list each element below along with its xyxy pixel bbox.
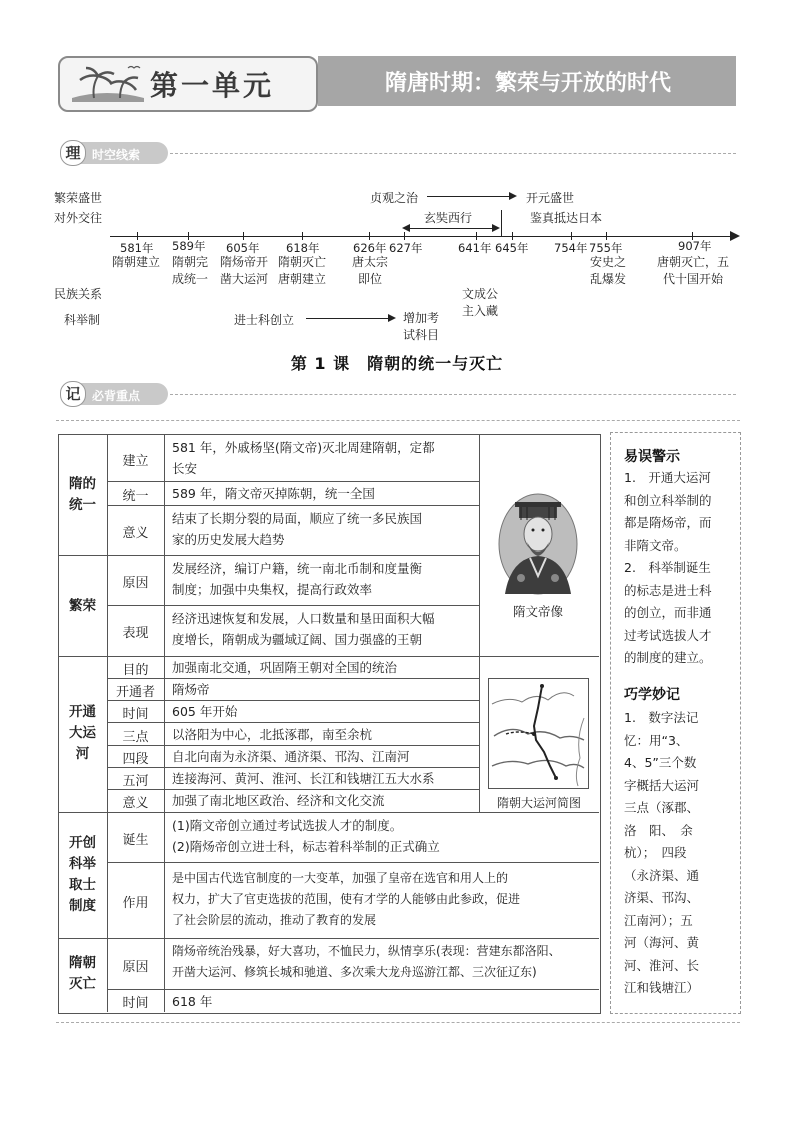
cell-zuoyong: 是中国古代选官制度的一大变革，加强了皇帝在选官和用人上的 权力，扩大了官吏选拔的范围，使有才学的人能够由此参政，促进 了社会阶层的流动，推动了教育的发展 (172, 871, 521, 927)
axis-arrowhead-icon (730, 231, 741, 242)
timeline-tag-label: 时空线索 (92, 148, 141, 162)
table-line (58, 938, 599, 939)
cell-sandian: 以洛阳为中心，北抵涿郡，南至余杭 (172, 727, 373, 742)
row-label-exam: 科举制 (64, 313, 101, 327)
event-618: 隋朝灭亡 唐朝建立 (277, 255, 326, 286)
table-line (107, 989, 599, 990)
timeline-axis (110, 236, 732, 237)
memo-title: 巧学妙记 (624, 687, 680, 703)
table-line (479, 434, 480, 656)
cat-canal: 开通 大运 河 (69, 704, 96, 762)
row-label-prosperity: 繁荣盛世 (54, 191, 103, 205)
exam-end-label: 增加考 试科目 (402, 311, 439, 342)
year-589: 589年 (172, 239, 206, 253)
xuanzang-range (404, 228, 498, 229)
warn-title: 易误警示 (624, 449, 680, 465)
row-label-ethnic: 民族关系 (54, 287, 103, 301)
sub-wuhe: 五河 (122, 774, 149, 789)
year-581: 581年 (120, 241, 154, 255)
year-755: 755年 (589, 241, 623, 255)
row-label-foreign: 对外交往 (54, 211, 103, 225)
year-645: 645年 (495, 241, 529, 255)
zhenguan-label: 贞观之治 (370, 191, 419, 205)
cat-keju: 开创 科举 取士 制度 (69, 835, 96, 914)
cell-kaitong: 隋炀帝 (172, 682, 210, 697)
cell-tongyi: 589 年，隋文帝灭掉陈朝，统一全国 (172, 486, 375, 501)
cell-jianli: 581 年，外戚杨坚(隋文帝)灭北周建隋朝，定都 长安 (172, 440, 435, 476)
portrait-caption: 隋文帝像 (512, 604, 563, 619)
cell-wuhe: 连接海河、黄河、淮河、长江和钱塘江五大水系 (172, 771, 435, 786)
bracket-line (501, 210, 502, 236)
sub-zuoyong: 作用 (122, 896, 149, 911)
cell-siduan: 自北向南为永济渠、通济渠、邗沟、江南河 (172, 749, 410, 764)
timeline-badge: 理 (60, 140, 86, 166)
tick (369, 232, 370, 240)
tick (512, 232, 513, 240)
xuanzang-label: 玄奘西行 (424, 211, 473, 225)
exam-arrow (306, 318, 390, 319)
sub-siduan: 四段 (122, 752, 149, 767)
tick (476, 232, 477, 240)
table-line (107, 605, 479, 606)
divider (56, 1022, 740, 1023)
cat-fall: 隋朝 灭亡 (69, 955, 96, 992)
tick (606, 232, 607, 240)
cell-shijian-fall: 618 年 (172, 994, 213, 1009)
key-badge: 记 (60, 381, 86, 407)
canal-map (488, 678, 589, 789)
sub-biaoxian: 表现 (122, 626, 149, 641)
cell-yuanyin-fall: 隋炀帝统治残暴，好大喜功，不恤民力，纵情享乐(表现：营建东都洛阳、 开凿大运河、修筑长城和驰道、多次乘大龙舟巡游江都、三次征辽东) (172, 944, 561, 979)
table-line (107, 505, 479, 506)
event-581: 隋朝建立 (111, 255, 160, 269)
tick (137, 232, 138, 240)
table-line (58, 812, 599, 813)
year-641: 641年 (458, 241, 492, 255)
sub-sandian: 三点 (122, 730, 149, 745)
cell-yiyi: 结束了长期分裂的局面，顺应了统一多民族国 家的历史发展大趋势 (172, 511, 423, 547)
sub-mudi: 目的 (122, 663, 149, 678)
year-627: 627年 (389, 241, 423, 255)
year-626: 626年 (353, 241, 387, 255)
tick (243, 232, 244, 240)
table-line (58, 555, 479, 556)
jinshi-label: 进士科创立 (234, 313, 295, 327)
cell-mudi: 加强南北交通，巩固隋王朝对全国的统治 (172, 660, 398, 675)
year-605: 605年 (226, 241, 260, 255)
cell-yiyi-canal: 加强了南北地区政治、经济和文化交流 (172, 793, 385, 808)
cell-dansheng: (1)隋文帝创立通过考试选拔人才的制度。 (2)隋炀帝创立进士科，标志着科举制的正式确立 (172, 818, 440, 854)
sub-yuanyin-fall: 原因 (122, 960, 149, 975)
tick (404, 232, 405, 240)
tick (571, 232, 572, 240)
divider (170, 394, 736, 395)
sub-tongyi: 统一 (122, 489, 149, 504)
table-line (479, 656, 480, 812)
period-title: 隋唐时期：繁荣与开放的时代 (384, 71, 671, 96)
event-626: 唐太宗 即位 (351, 255, 388, 286)
sub-shijian-fall: 时间 (122, 996, 149, 1011)
table-line (107, 434, 108, 1012)
sub-yuanyin: 原因 (122, 576, 149, 591)
event-641: 文成公 主入藏 (461, 287, 498, 318)
cell-shijian: 605 年开始 (172, 704, 238, 719)
cat-prosper: 繁荣 (69, 598, 96, 614)
divider (56, 420, 740, 421)
key-tag-label: 必背重点 (92, 389, 141, 403)
sub-jianli: 建立 (122, 454, 149, 469)
table-line (107, 722, 479, 723)
table-line (164, 434, 165, 1012)
event-755: 安史之 乱爆发 (589, 255, 626, 286)
jianzhen-label: 鉴真抵达日本 (530, 211, 603, 225)
table-line (107, 862, 599, 863)
sub-yiyi: 意义 (122, 526, 149, 541)
event-605: 隋炀帝开 凿大运河 (219, 255, 268, 286)
table-line (107, 481, 479, 482)
cell-biaoxian: 经济迅速恢复和发展，人口数量和垦田面积大幅 度增长，隋朝成为疆域辽阔、国力强盛的王朝 (172, 611, 435, 647)
arrowhead-icon (509, 192, 518, 201)
sub-yiyi-canal: 意义 (122, 796, 149, 811)
lesson-title: 第 1 课 隋朝的统一与灭亡 (290, 354, 504, 373)
year-618: 618年 (286, 241, 320, 255)
arrowhead-right-icon (492, 224, 501, 233)
sub-shijian: 时间 (122, 707, 149, 722)
unit-title: 第一单元 (150, 69, 275, 102)
warn-text: 1. 开通大运河 和创立科举制的 都是隋炀帝，而 非隋文帝。 2. 科举制诞生 的标志是进士科 的创立，而非通 过考试选拔人才 的制度的建立。 (624, 470, 712, 665)
tick (302, 232, 303, 240)
cat-unify: 隋的 统一 (69, 476, 96, 513)
kaiyuan-label: 开元盛世 (526, 191, 575, 205)
event-589: 隋朝完 成统一 (171, 255, 208, 286)
event-907: 唐朝灭亡，五 代十国开始 (656, 255, 729, 286)
divider (170, 153, 736, 154)
sub-kaitong: 开通者 (115, 685, 155, 700)
memo-text: 1. 数字法记 忆：用“3、 4、5”三个数 字概括大运河 三点（涿郡、 洛 阳、 余 杭）； 四段 （永济渠、通 济渠、邗沟、 江南河）；五 河（海河、黄 河、淮河、长 江和钱塘江） (624, 710, 700, 995)
palm-island-icon (66, 62, 150, 106)
year-754: 754年 (554, 241, 588, 255)
year-907: 907年 (678, 239, 712, 253)
map-caption: 隋朝大运河简图 (496, 796, 581, 810)
emperor-portrait (497, 492, 579, 596)
cell-yuanyin: 发展经济，编订户籍，统一南北币制和度量衡 制度；加强中央集权，提高行政效率 (172, 561, 423, 597)
sub-dansheng: 诞生 (122, 833, 149, 848)
prosperity-arrow (427, 196, 511, 197)
